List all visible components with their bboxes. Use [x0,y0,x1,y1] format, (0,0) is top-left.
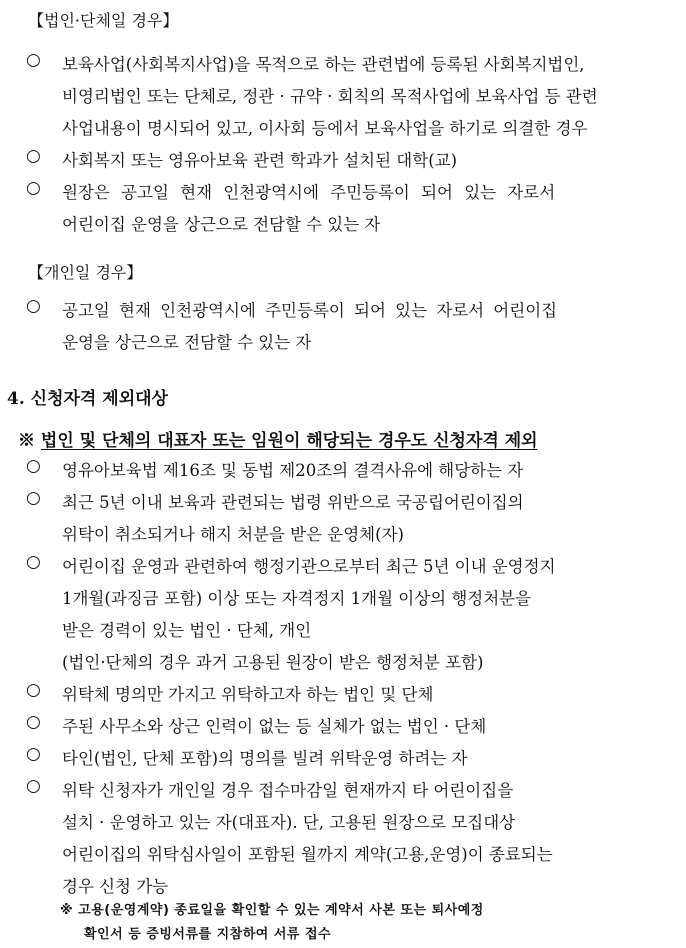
item-line: 1개월(과징금 포함) 이상 또는 자격정지 1개월 이상의 행정처분을 [62,589,532,608]
item-line: 경우 신청 가능 [62,877,169,896]
item-line: (법인·단체의 경우 과거 고용된 원장이 받은 행정처분 포함) [62,653,484,672]
bullet-icon: ○ [26,456,41,476]
section-title-individual: 【개인일 경우】 [28,263,143,282]
bullet-icon: ○ [26,178,41,198]
note-line: 확인서 등 증빙서류를 지참하여 서류 접수 [84,927,332,942]
emphasis-text: 법인 및 단체의 대표자 또는 임원이 해당되는 경우도 신청자격 제외 [40,431,538,451]
exclusion-emphasis [18,426,538,456]
item-line: 사업내용이 명시되어 있고, 이사회 등에서 보육사업을 하기로 의결한 경우 [62,119,588,138]
section-title-corporation: 【법인·단체일 경우】 [28,11,179,30]
note-text: 고용(운영계약) 종료일을 확인할 수 있는 계약서 사본 또는 퇴사예정 [78,903,484,918]
item-line: 비영리법인 또는 단체로, 정관 · 규약 · 회칙의 목적사업에 보육사업 등 관련 [62,87,598,106]
item-line: 원장은 공고일 현재 인천광역시에 주민등록이 되어 있는 자로서 [62,183,556,202]
item-line: 어린이집 운영을 상근으로 전담할 수 있는 자 [62,215,381,234]
item-line: 설치 · 운영하고 있는 자(대표자). 단, 고용된 원장으로 모집대상 [62,813,516,832]
item-line: 타인(법인, 단체 포함)의 명의를 빌려 위탁운영 하려는 자 [62,749,468,768]
note-line [60,898,484,924]
item-line: 보육사업(사회복지사업)을 목적으로 하는 관련법에 등록된 사회복지법인, [62,55,585,74]
bullet-icon: ○ [26,680,41,700]
item-line: 주된 사무소와 상근 인력이 없는 등 실체가 없는 법인 · 단체 [62,717,487,736]
item-line: 위탁 신청자가 개인일 경우 접수마감일 현재까지 타 어린이집을 [62,781,514,800]
bullet-icon: ○ [26,488,41,508]
bullet-icon: ○ [26,296,41,316]
bullet-icon: ○ [26,712,41,732]
item-line: 운영을 상근으로 전담할 수 있는 자 [62,333,312,352]
item-line: 어린이집의 위탁심사일이 포함된 월까지 계약(고용,운영)이 종료되는 [62,845,553,864]
item-line: 사회복지 또는 영유아보육 관련 학과가 설치된 대학(교) [62,151,458,170]
item-line: 공고일 현재 인천광역시에 주민등록이 되어 있는 자로서 어린이집 [62,301,558,320]
item-line: 어린이집 운영과 관련하여 행정기관으로부터 최근 5년 이내 운영정지 [62,557,556,576]
bullet-icon: ○ [26,776,41,796]
item-line: 받은 경력이 있는 법인 · 단체, 개인 [62,621,312,640]
note-mark-icon: ※ [60,903,74,918]
bullet-icon: ○ [26,552,41,572]
item-line: 최근 5년 이내 보육과 관련되는 법령 위반으로 국공립어린이집의 [62,493,524,512]
bullet-icon: ○ [26,744,41,764]
emphasis-mark-icon: ※ [18,431,35,451]
bullet-icon: ○ [26,50,41,70]
item-line: 위탁이 취소되거나 해지 처분을 받은 운영체(자) [62,525,404,544]
item-line: 영유아보육법 제16조 및 동법 제20조의 결격사유에 해당하는 자 [62,461,524,480]
bullet-icon: ○ [26,146,41,166]
item-line: 위탁체 명의만 가지고 위탁하고자 하는 법인 및 단체 [62,685,434,704]
section-heading: 4. 신청자격 제외대상 [7,389,168,409]
